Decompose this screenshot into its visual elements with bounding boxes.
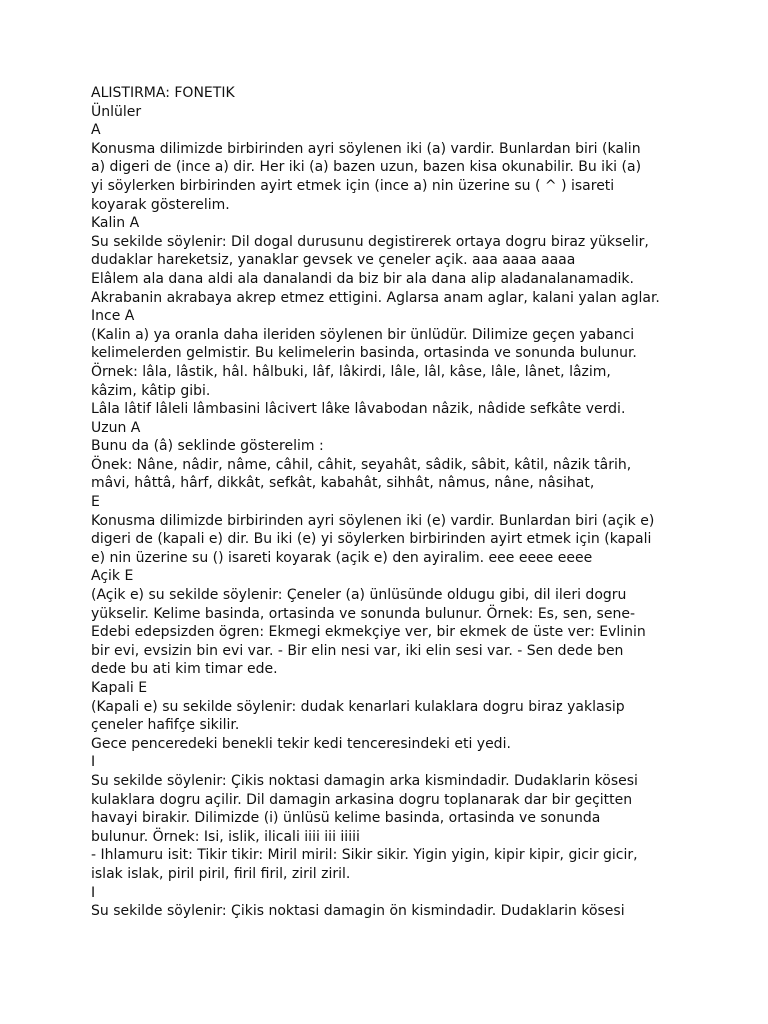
text-line: Lâla lâtif lâleli lâmbasini lâcivert lâke lâvabodan nâzik, nâdide sefkâte verdi. [91, 401, 626, 418]
text-line: dudaklar hareketsiz, yanaklar gevsek ve çeneler açik. aaa aaaa aaaa [91, 252, 576, 269]
text-line: Edebi edepsizden ögren: Ekmegi ekmekçiye ver, bir ekmek de üste ver: Evlinin [91, 624, 646, 641]
text-line: kelimelerden gelmistir. Bu kelimelerin basinda, ortasinda ve sonunda bulunur. [91, 345, 637, 362]
section-heading-i: I [91, 754, 96, 771]
section-heading-kalin-a: Kalin A [91, 215, 140, 232]
text-line: mâvi, hâttâ, hârf, dikkât, sefkât, kabahât, sihhât, nâmus, nâne, nâsihat, [91, 475, 595, 492]
document-title: ALISTIRMA: FONETIK [91, 85, 235, 101]
text-line: dede bu ati kim timar ede. [91, 661, 278, 678]
text-line: a) digeri de (ince a) dir. Her iki (a) bazen uzun, bazen kisa okunabilir. Bu iki (a) [91, 159, 642, 176]
section-heading-a: A [91, 122, 101, 139]
text-line: koyarak gösterelim. [91, 196, 230, 213]
text-line: Gece penceredeki benekli tekir kedi tenceresindeki eti yedi. [91, 735, 511, 752]
text-line: bulunur. Örnek: Isi, islik, ilicali iiii iii iiiii [91, 828, 360, 845]
text-line: çeneler hafifçe sikilir. [91, 717, 240, 734]
text-line: kulaklara dogru açilir. Dil damagin arkasina dogru toplanarak dar bir geçitten [91, 791, 633, 808]
text-line: yi söylerken birbirinden ayirt etmek için (ince a) nin üzerine su ( ^ ) isareti [91, 177, 615, 194]
text-line: Bunu da (â) seklinde gösterelim : [91, 438, 324, 455]
section-heading-acik-e: Açik E [91, 568, 134, 585]
text-line: islak islak, piril piril, firil firil, ziril ziril. [91, 865, 351, 882]
text-line: havayi birakir. Dilimizde (i) ünlüsü kelime basinda, ortasinda ve sonunda [91, 810, 601, 827]
text-line: Önek: Nâne, nâdir, nâme, câhil, câhit, seyahât, sâdik, sâbit, kâtil, nâzik târih, [91, 456, 632, 473]
section-heading-e: E [91, 494, 100, 511]
section-heading-uzun-a: Uzun A [91, 419, 141, 436]
text-line: Konusma dilimizde birbirinden ayri söylenen iki (e) vardir. Bunlardan biri (açik e) [91, 512, 655, 529]
text-line: Akrabanin akrabaya akrep etmez ettigini. Aglarsa anam aglar, kalani yalan aglar. [91, 289, 660, 306]
text-line: bir evi, evsizin bin evi var. - Bir elin nesi var, iki elin sesi var. - Sen dede ben [91, 642, 624, 659]
text-line: - Ihlamuru isit: Tikir tikir: Miril miril: Sikir sikir. Yigin yigin, kipir kipir, gicir gicir, [91, 847, 638, 864]
text-line: Örnek: lâla, lâstik, hâl. hâlbuki, lâf, lâkirdi, lâle, lâl, kâse, lâle, lânet, lâzim, [91, 363, 611, 380]
document-text [91, 84, 731, 921]
text-line: yükselir. Kelime basinda, ortasinda ve sonunda bulunur. Örnek: Es, sen, sene- [91, 605, 635, 622]
text-line: e) nin üzerine su () isareti koyarak (açik e) den ayiralim. eee eeee eeee [91, 549, 593, 566]
text-line: Su sekilde söylenir: Çikis noktasi damagin ön kismindadir. Dudaklarin kösesi [91, 903, 625, 920]
text-line: Su sekilde söylenir: Dil dogal durusunu degistirerek ortaya dogru biraz yükselir, [91, 233, 649, 250]
text-line: Elâlem ala dana aldi ala danalandi da biz bir ala dana alip aladanalanamadik. [91, 270, 634, 287]
section-heading-unluler: Ünlüler [91, 103, 142, 120]
section-heading-ince-a: Ince A [91, 308, 135, 325]
section-heading-kapali-e: Kapali E [91, 680, 148, 696]
text-line: Su sekilde söylenir: Çikis noktasi damagin arka kismindadir. Dudaklarin kösesi [91, 772, 638, 789]
text-line: (Kalin a) ya oranla daha ileriden söylenen bir ünlüdür. Dilimize geçen yabanci [91, 326, 635, 343]
section-heading-i-2: I [91, 884, 96, 901]
text-line: Konusma dilimizde birbirinden ayri söylenen iki (a) vardir. Bunlardan biri (kalin [91, 140, 641, 157]
text-line: digeri de (kapali e) dir. Bu iki (e) yi söylerken birbirinden ayirt etmek için (kapali [91, 531, 652, 548]
text-line: (Açik e) su sekilde söylenir: Çeneler (a) ünlüsünde oldugu gibi, dil ileri dogru [91, 587, 627, 604]
text-line: kâzim, kâtip gibi. [91, 382, 211, 399]
text-line: (Kapali e) su sekilde söylenir: dudak kenarlari kulaklara dogru biraz yaklasip [91, 698, 625, 715]
